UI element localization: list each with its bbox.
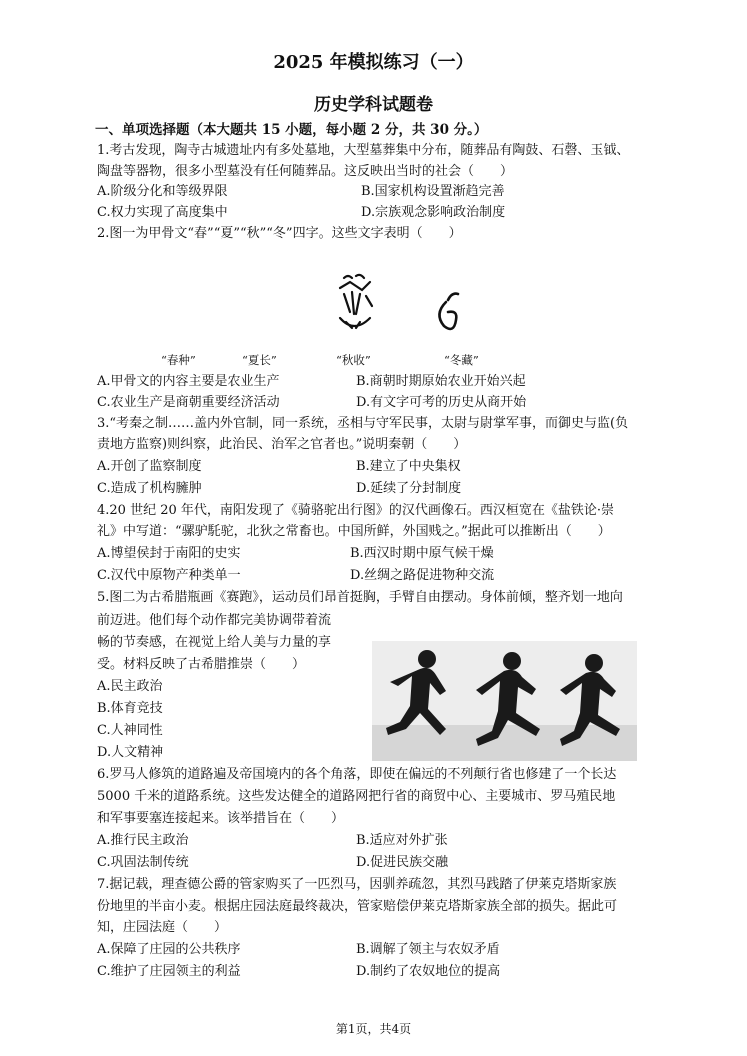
q2-caption-summer: “夏长”: [242, 353, 277, 367]
oracle-bone-figure: [330, 272, 480, 342]
q7-option-a: A.保障了庄园的公共秩序: [97, 942, 241, 957]
q6-stem-line3: 和军事要塞连接起来。该举措旨在（ ）: [97, 811, 345, 826]
q7-option-c: C.维护了庄园领主的利益: [97, 964, 241, 979]
greek-vase-runners-image: [372, 641, 637, 761]
q4-stem-line1: 4.20 世纪 20 年代，南阳发现了《骑骆驼出行图》的汉代画像石。西汉桓宽在《盐铁论·崇: [97, 503, 615, 518]
q5-stem-line3: 畅的节奏感，在视觉上给人美与力量的享: [97, 635, 332, 650]
q2-stem: 2.图一为甲骨文“春”“夏”“秋”“冬”四字。这些文字表明（ ）: [97, 226, 462, 241]
q3-option-a: A.开创了监察制度: [97, 459, 202, 474]
q7-stem-line3: 知，庄园法庭（ ）: [97, 920, 228, 935]
exam-subtitle: 历史学科试题卷: [314, 95, 433, 115]
q2-option-a: A.甲骨文的内容主要是农业生产: [97, 374, 280, 389]
q1-option-c: C.权力实现了高度集中: [97, 205, 228, 220]
q2-option-d: D.有文字可考的历史从商开始: [356, 395, 527, 410]
q4-option-a: A.博望侯封于南阳的史实: [97, 546, 241, 561]
q2-option-b: B.商朝时期原始农业开始兴起: [356, 374, 526, 389]
q6-option-d: D.促进民族交融: [356, 855, 449, 870]
oracle-glyph-winter-icon: [439, 294, 458, 329]
q5-option-a: A.民主政治: [97, 679, 163, 694]
q3-option-c: C.造成了机构臃肿: [97, 481, 202, 496]
q7-stem-line1: 7.据记载，理查德公爵的管家购买了一匹烈马，因驯养疏忽，其烈马践踏了伊莱克塔斯家族: [97, 877, 617, 892]
q2-caption-spring: “春种”: [161, 353, 196, 367]
q5-option-c: C.人神同性: [97, 723, 163, 738]
q6-stem-line1: 6.罗马人修筑的道路遍及帝国境内的各个角落，即使在偏远的不列颠行省也修建了一个长达: [97, 767, 617, 782]
exam-title: 2025 年模拟练习（一）: [273, 52, 474, 73]
q1-option-a: A.阶级分化和等级界限: [97, 184, 228, 199]
q4-option-b: B.西汉时期中原气候干燥: [350, 546, 494, 561]
q6-option-a: A.推行民主政治: [97, 833, 189, 848]
q6-option-b: B.适应对外扩张: [356, 833, 448, 848]
q7-option-b: B.调解了领主与农奴矛盾: [356, 942, 500, 957]
q5-stem-line2: 前迈进。他们每个动作都完美协调带着流: [97, 613, 332, 628]
q6-stem-line2: 5000 千米的道路系统。这些发达健全的道路网把行省的商贸中心、主要城市、罗马殖民地: [97, 789, 616, 804]
q3-option-b: B.建立了中央集权: [356, 459, 461, 474]
q2-caption-winter: “冬藏”: [444, 353, 479, 367]
q1-stem-line2: 陶盘等器物，很多小型墓没有任何随葬品。这反映出当时的社会（ ）: [97, 164, 514, 179]
q5-option-d: D.人文精神: [97, 745, 164, 760]
q4-option-c: C.汉代中原物产种类单一: [97, 568, 241, 583]
section-heading: 一、单项选择题（本大题共 15 小题，每小题 2 分，共 30 分。）: [95, 122, 488, 138]
q5-option-b: B.体育竞技: [97, 701, 163, 716]
q1-option-b: B.国家机构设置渐趋完善: [361, 184, 505, 199]
q4-option-d: D.丝绸之路促进物种交流: [350, 568, 495, 583]
q3-stem-line2: 责地方监察)则纠察，此治民、治军之官者也。”说明秦朝（ ）: [97, 437, 467, 452]
q2-option-c: C.农业生产是商朝重要经济活动: [97, 395, 280, 410]
q1-stem-line1: 1.考古发现，陶寺古城遗址内有多处墓地，大型墓葬集中分布，随葬品有陶鼓、石磬、玉钺、: [97, 143, 630, 158]
q5-stem-line4: 受。材料反映了古希腊推崇（ ）: [97, 657, 306, 672]
q2-caption-autumn: “秋收”: [336, 353, 371, 367]
page-number: 第1页，共4页: [335, 1022, 412, 1036]
q3-option-d: D.延续了分封制度: [356, 481, 462, 496]
q3-stem-line1: 3.“考秦之制……盖内外官制，同一系统，丞相与守军民事，太尉与尉掌军事，而御史与监(负: [97, 416, 629, 431]
q4-stem-line2: 礼》中写道：“骡驴馲驼，北狄之常畜也。中国所鲜，外国贱之。”据此可以推断出（ ）: [97, 524, 611, 539]
q6-option-c: C.巩固法制传统: [97, 855, 189, 870]
q7-option-d: D.制约了农奴地位的提高: [356, 964, 501, 979]
q7-stem-line2: 份地里的半亩小麦。根据庄园法庭最终裁决，管家赔偿伊莱克塔斯家族全部的损失。据此可: [97, 899, 618, 914]
oracle-glyph-spring-icon: [340, 275, 372, 328]
q1-option-d: D.宗族观念影响政治制度: [361, 205, 506, 220]
q5-stem-line1: 5.图二为古希腊瓶画《赛跑》，运动员们昂首挺胸，手臂自由摆动。身体前倾，整齐划一地向: [97, 590, 623, 605]
